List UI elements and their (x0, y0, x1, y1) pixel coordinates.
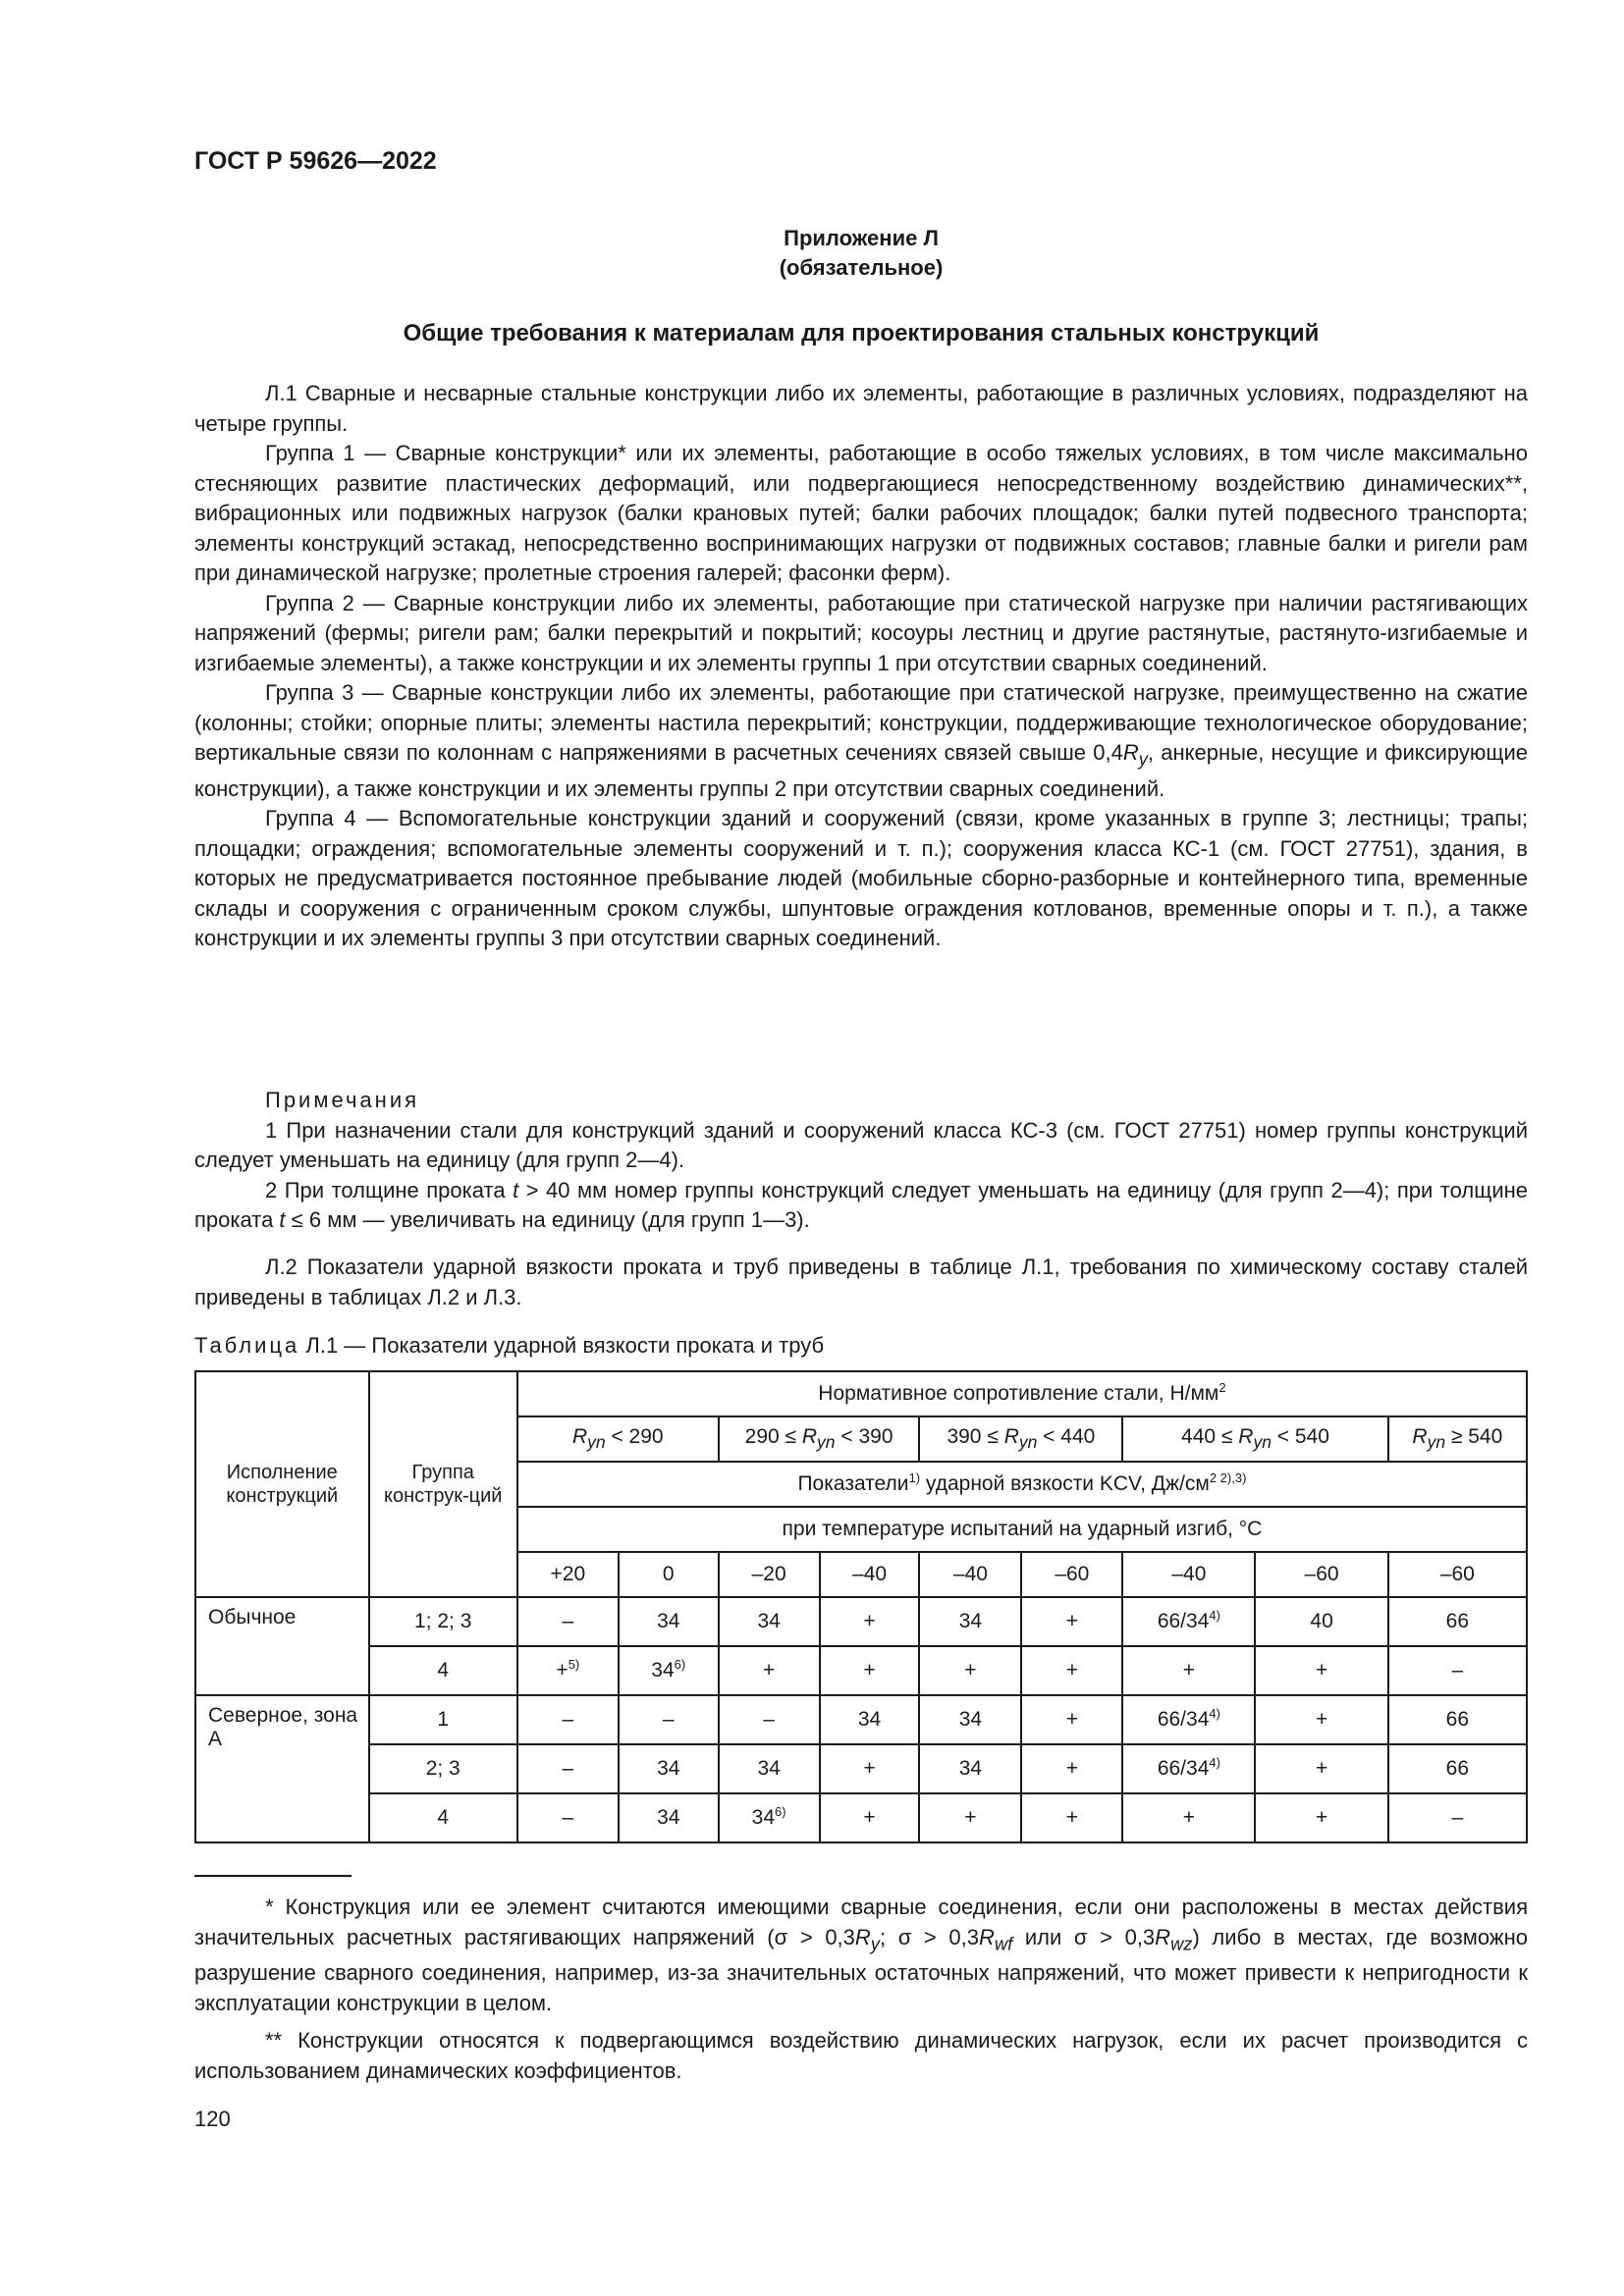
value-cell: + (820, 1793, 920, 1842)
value-cell: 66 (1388, 1597, 1527, 1646)
header-range: $R_{yn} \ge 540$ (1388, 1416, 1527, 1462)
header-kcv: Показатели$^{1)}$ ударной вязкости KCV, $Дж/см^{2 2),3)}$ (517, 1462, 1527, 1507)
value-cell: + (1122, 1646, 1255, 1695)
temperature-cell: –40 (919, 1552, 1021, 1597)
table-caption: Таблица Л.1 — Показатели ударной вязкости проката и труб (194, 1333, 825, 1358)
group-cell: 1 (369, 1695, 517, 1744)
value-cell: + (820, 1744, 920, 1793)
header-group: Группа конструк-ций (369, 1371, 517, 1597)
value-cell: 66/34$^{4)}$ (1122, 1744, 1255, 1793)
value-cell: 34 (919, 1597, 1021, 1646)
value-cell: 66/34$^{4)}$ (1122, 1695, 1255, 1744)
footnote-divider (194, 1875, 352, 1877)
value-cell: 34 (919, 1695, 1021, 1744)
value-cell: – (719, 1695, 820, 1744)
header-execution: Исполнение конструкций (195, 1371, 369, 1597)
value-cell: 40 (1255, 1597, 1387, 1646)
value-cell: 34 (619, 1597, 719, 1646)
paragraph-l1: Л.1 Сварные и несварные стальные конструкции либо их элементы, работающие в различных условиях, подразделяют на четыре группы. (194, 381, 1528, 436)
value-cell: 66 (1388, 1744, 1527, 1793)
header-range: $R_{yn} < 290$ (517, 1416, 719, 1462)
table-row (195, 1597, 1527, 1646)
execution-cell: Обычное (195, 1597, 369, 1695)
value-cell: 34 (919, 1744, 1021, 1793)
temperature-cell: –40 (820, 1552, 920, 1597)
appendix-status: (обязательное) (779, 255, 944, 280)
value-cell: 34 (619, 1793, 719, 1842)
value-cell: 66/34$^{4)}$ (1122, 1597, 1255, 1646)
value-cell: 34 (820, 1695, 920, 1744)
temperature-cell: –60 (1388, 1552, 1527, 1597)
temperature-cell: –20 (719, 1552, 820, 1597)
value-cell: + (1122, 1793, 1255, 1842)
value-cell: + (1255, 1646, 1387, 1695)
temperature-cell: +20 (517, 1552, 619, 1597)
impact-toughness-table (194, 1370, 1528, 1843)
value-cell: + (820, 1646, 920, 1695)
value-cell: – (1388, 1646, 1527, 1695)
note-2: 2 При толщине проката t > 40 мм номер группы конструкций следует уменьшать на единицу (для групп 2—4); при толщине проката t ≤ 6 мм — увеличивать на единицу (для групп 1—3). (194, 1177, 1528, 1232)
main-text (194, 379, 1528, 954)
value-cell: + (1021, 1646, 1122, 1695)
paragraph-l2: Л.2 Показатели ударной вязкости проката и труб приведены в таблице Л.1, требования по химическому составу сталей приведены в таблицах Л.2 и Л.3. (194, 1255, 1528, 1309)
value-cell: 34 (719, 1597, 820, 1646)
header-range: $290 \le R_{yn} < 390$ (719, 1416, 920, 1462)
value-cell: + (820, 1597, 920, 1646)
execution-cell: Северное, зона А (195, 1695, 369, 1842)
footnotes (194, 1893, 1528, 2094)
value-cell: + (1255, 1793, 1387, 1842)
value-cell: – (517, 1744, 619, 1793)
paragraph-l2-block (194, 1253, 1528, 1312)
value-cell: – (517, 1695, 619, 1744)
note-1: 1 При назначении стали для конструкций зданий и сооружений класса КС-3 (см. ГОСТ 27751) номер группы конструкций следует уменьшать на единицу (для групп 2—4). (194, 1117, 1528, 1172)
value-cell: 66 (1388, 1695, 1527, 1744)
value-cell: – (1388, 1793, 1527, 1842)
notes-block (194, 1086, 1528, 1236)
value-cell: + (1255, 1695, 1387, 1744)
paragraph-group1: Группа 1 — Сварные конструкции* или их элементы, работающие в особо тяжелых условиях, в том числе максимально стесняющих развитие пластических деформаций, или подвергающиеся непосредственному воздействию динамических**, вибрационных или подвижных нагрузок (балки крановых путей; балки рабочих площадок; балки путей подвесного транспорта; элементы конструкций эстакад, непосредственно воспринимающих нагрузки от подвижных составов; главные балки и ригели рам при динамической нагрузке; пролетные строения галерей; фасонки ферм). (194, 441, 1528, 585)
table-row (195, 1744, 1527, 1793)
header-norm-resistance: Нормативное сопротивление стали, $Н/мм^2$ (517, 1371, 1527, 1416)
group-cell: 4 (369, 1646, 517, 1695)
value-cell: + (1021, 1695, 1122, 1744)
value-cell: + (1021, 1793, 1122, 1842)
value-cell: 34 (619, 1744, 719, 1793)
footnote-2: ** Конструкции относятся к подвергающимся воздействию динамических нагрузок, если их расчет производится с использованием динамических коэффициентов. (194, 2028, 1528, 2083)
value-cell: – (619, 1695, 719, 1744)
value-cell: + (919, 1793, 1021, 1842)
header-range: $440 \le R_{yn} < 540$ (1122, 1416, 1387, 1462)
temperature-cell: –60 (1021, 1552, 1122, 1597)
header-range: $390 \le R_{yn} < 440$ (919, 1416, 1122, 1462)
document-header: ГОСТ Р 59626—2022 (194, 147, 437, 175)
value-cell: 34$^{6)}$ (719, 1793, 820, 1842)
page-number: 120 (194, 2107, 231, 2131)
value-cell: + (1255, 1744, 1387, 1793)
value-cell: – (517, 1597, 619, 1646)
header-temperature: при температуре испытаний на ударный изгиб, °С (517, 1507, 1527, 1552)
paragraph-group4: Группа 4 — Вспомогательные конструкции зданий и сооружений (связи, кроме указанных в группе 3; лестницы; трапы; площадки; ограждения; вспомогательные элементы сооружений и т. п.); сооружения класса КС-1 (см. ГОСТ 27751), здания, в которых не предусматривается постоянное пребывание людей (мобильные сборно-разборные и контейнерного типа, временные склады и сооружения с ограниченным сроком службы, шпунтовые ограждения котлованов, временные опоры и т. п.), а также конструкции и их элементы группы 3 при отсутствии сварных соединений. (194, 806, 1528, 951)
group-cell: 1; 2; 3 (369, 1597, 517, 1646)
temperature-cell: 0 (619, 1552, 719, 1597)
group-cell: 2; 3 (369, 1744, 517, 1793)
notes-heading: Примечания (265, 1088, 420, 1112)
value-cell: + (719, 1646, 820, 1695)
value-cell: +$^{5)}$ (517, 1646, 619, 1695)
value-cell: 34 (719, 1744, 820, 1793)
value-cell: + (919, 1646, 1021, 1695)
appendix-heading (194, 224, 1528, 283)
table-row (195, 1646, 1527, 1695)
appendix-title: Приложение Л (784, 226, 939, 250)
table-row (195, 1695, 1527, 1744)
value-cell: + (1021, 1744, 1122, 1793)
value-cell: + (1021, 1597, 1122, 1646)
paragraph-group3: Группа 3 — Сварные конструкции либо их элементы, работающие при статической нагрузке, преимущественно на сжатие (колонны; стойки; опорные плиты; элементы настила перекрытий; конструкции, поддерживающие технологическое оборудование; вертикальные связи по колоннам с напряжениями в расчетных сечениях связей свыше $0,4R_y$, анкерные, несущие и фиксирующие конструкции), а также конструкции и их элементы группы 2 при отсутствии сварных соединений. (194, 680, 1529, 801)
value-cell: – (517, 1793, 619, 1842)
table-row (195, 1793, 1527, 1842)
temperature-cell: –40 (1122, 1552, 1255, 1597)
value-cell: 34$^{6)}$ (619, 1646, 719, 1695)
paragraph-group2: Группа 2 — Сварные конструкции либо их элементы, работающие при статической нагрузке при наличии растягивающих напряжений (фермы; ригели рам; балки перекрытий и покрытий; косоуры лестниц и другие растянутые, растянуто-изгибаемые и изгибаемые элементы), а также конструкции и их элементы группы 1 при отсутствии сварных соединений. (194, 590, 1528, 675)
section-title: Общие требования к материалам для проектирования стальных конструкций (403, 320, 1320, 347)
group-cell: 4 (369, 1793, 517, 1842)
temperature-cell: –60 (1255, 1552, 1387, 1597)
footnote-1: * Конструкция или ее элемент считаются имеющими сварные соединения, если они расположены в местах действия значительных расчетных растягивающих напряжений ($\sigma > 0,3R_y$; $\sigma > 0,3R_{wf}$ или $\sigma > 0,3R_{wz}$) либо в местах, где возможно разрушение сварного соединения, например, из-за значительных остаточных напряжений, что может привести к непригодности к эксплуатации конструкции в целом. (194, 1895, 1528, 2015)
